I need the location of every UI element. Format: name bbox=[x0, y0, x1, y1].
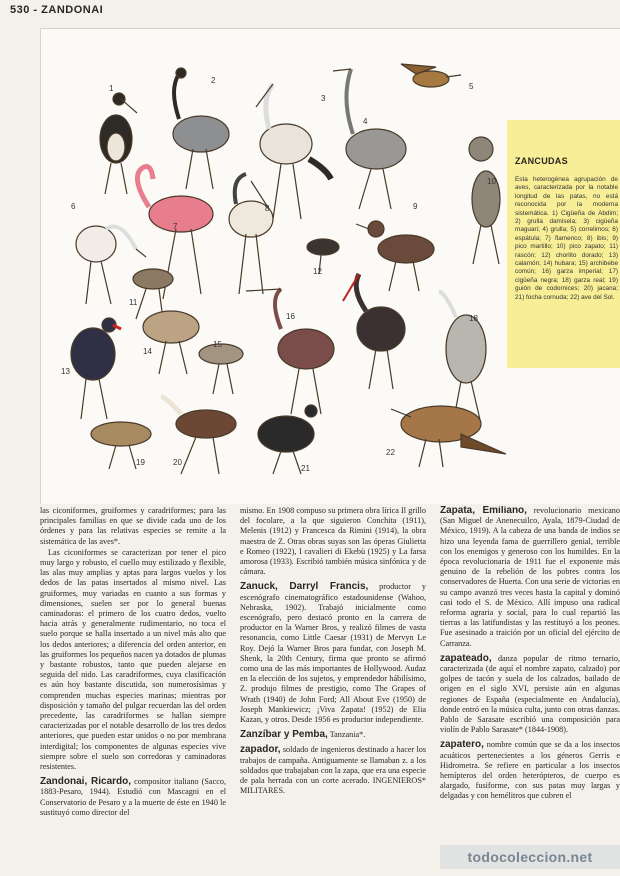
entry-zapatero bbox=[440, 740, 620, 801]
bird-number: 19 bbox=[136, 458, 145, 467]
text-column-3 bbox=[440, 506, 620, 866]
entry-headword: zapateado, bbox=[440, 652, 492, 664]
watermark: todocoleccion.net bbox=[440, 845, 620, 869]
bird-number: 15 bbox=[213, 340, 222, 349]
paragraph: Las ciconiformes se caracterizan por tener el pico muy largo y robusto, el cuello muy estilizado y flexible, las alas muy amplias y aptas para largos vuelos y los dedos de las patas insertados al mismo nivel. Las gruiformes, muy variadas en cuanto a sus formas y dimensiones, suelen ser por lo general buenas caminadoras: el primero de los cuatro dedos, vuelto hacia atrás y generalmente rudimentario, no toca el suelo porque se halla insertado a un nivel más alto que los dedos anteriores; a diferencia del orden anterior, en las gruiformes los pequeños nacen ya dotados de plumas y bastante robustos, tanto que pueden alejarse en seguida del nido. Las caradriformes, cuya clasificación es aún hoy bastante discutida, son numerosísimas y comprenden muchas especies marinas; mientras por disposición y tamaño del pulgar recuerdan las del orden precedente, las caradriformes se hallan siempre caracterizadas por el notable desarrollo de los tres dedos anteriores, que pueden estar unidos o no por membrana interdigital; los componentes de algunas especies vive siempre sobre el suelo son corredoras y caminadoras resistentes. bbox=[40, 547, 226, 772]
entry-headword: zapador, bbox=[240, 744, 281, 756]
bird-number: 7 bbox=[173, 222, 178, 231]
bird-number: 2 bbox=[211, 76, 216, 85]
entry-text: danza popular de ritmo ternario, caracterizada (de aquí el nombre zapato, calzado) por golpes de tacón y suela de los calzados, bailado de origen en el siglo XVI, persiste aún en algunas regiones de España (especialmente en Andalucía), donde entró en la música culta, junto con otras danzas. Pablo de Sarasate escribió una composición para violín de Pablo Sarasate* (1844-1908). bbox=[440, 653, 620, 735]
entry-headword: Zandonai, Ricardo, bbox=[40, 776, 132, 788]
running-head: ZANDONAI bbox=[41, 4, 104, 16]
bird-number: 5 bbox=[469, 82, 474, 91]
bird-number: 18 bbox=[469, 314, 478, 323]
entry-zanuck bbox=[240, 582, 426, 725]
bird-number: 9 bbox=[413, 202, 418, 211]
entry-headword: zapatero, bbox=[440, 739, 484, 751]
bird-number: 3 bbox=[321, 94, 326, 103]
caption-title: ZANCUDAS bbox=[515, 156, 568, 166]
entry-text: soldado de ingenieros destinado a hacer los trabajos de campaña. Antiguamente se llamaban z. a los soldados que trabajaban con la zapa, que era una especie de pala herrada con un corte acerado. INGENIEROS* MILITARES. bbox=[240, 745, 426, 796]
bird-number: 21 bbox=[301, 464, 310, 473]
bird-number: 4 bbox=[363, 117, 368, 126]
caption-box bbox=[507, 120, 620, 368]
paragraph: las ciconiformes, gruiformes y caradriformes; para las principales familias en que se divide cada uno de los órdenes y para las relativas especies se remite a la sistemática de las aves*. bbox=[40, 506, 226, 546]
entry-headword: Zanzíbar y Pemba, bbox=[240, 729, 328, 741]
text-column-2 bbox=[240, 506, 426, 866]
entry-text: revolucionario mexicano (San Miguel de Anenecuilco, Ayala, 1879-Ciudad de México, 1919). A la cabeza de una banda de indios se hizo una leyenda fama de guerrillero genial, terrible con los enemigos y generoso con los humildes. En la época revolucionaria de 1911 fue el exponente más genuino de la rebelión de los pobres contra los conservadores de Huerta. Con una serie de victorias en su campo avanzó tres veces hasta la capital y dominó casi todo el S. de México. Allí impuso una radical reforma agraria y social, para lo cual repartió las tierras a las latifundistas y las restituyó a los peones. Fue asesinado a traición por un oficial del ejército de Carranza. bbox=[440, 506, 620, 648]
page-header bbox=[10, 4, 103, 16]
entry-text: compositor italiano (Sacco, 1883-Pesaro, 1944). Estudió con Mascagni en el Conservatorio de Pesaro y a la muerte de éste en 1940 le sustituyó como director del bbox=[40, 777, 226, 817]
entry-zapateado bbox=[440, 654, 620, 736]
entry-text: nombre común que se da a los insectos acuáticos pertenecientes a los géneros Gerris e Hidrometra. Se refiere en particular a los insectos hemípteros del orden heterópteros, de cuerpo es alargado, fusiforme, con sus patas muy largas y delgadas y con hemélitros que cubren el bbox=[440, 740, 620, 801]
entry-zandonai bbox=[40, 777, 226, 818]
header-separator: - bbox=[33, 4, 38, 16]
bird-number: 10 bbox=[487, 177, 496, 186]
entry-text: productor y escenógrafo cinematográfico estadounidense (Wahoo, Nebraska, 1902). Trabajó inicialmente como escenógrafo, pero destacó pronto en la carrera de productor en la Warner Bros, y realizó filmes de vasta resonancia, como Little Caesar (1931) de Mervyn Le Roy. Dejó la Warner Bros para fundar, con Joseph M. Shenk, la 20th Century, firma que pronto se afirmó como una de las más importantes de Hollywood. Audaz en la elección de los sujetos, y emprendedor hábilísimo, Z. produjo filmes de prestigio, como The Grapes of Wrath (1940) de John Ford; All About Eve (1950) de Joseph Mankiewicz; ¡Viva Zapata! (1952) de Elia Kazan, y otros. Desde 1956 es productor independiente. bbox=[240, 582, 426, 725]
entry-text: Tanzania*. bbox=[329, 730, 366, 740]
bird-number: 16 bbox=[286, 312, 295, 321]
bird-number: 14 bbox=[143, 347, 152, 356]
bird-number: 20 bbox=[173, 458, 182, 467]
bird-number: 1 bbox=[109, 84, 114, 93]
bird-number: 8 bbox=[265, 204, 270, 213]
bird-number: 22 bbox=[386, 448, 395, 457]
paragraph: mismo. En 1908 compuso su primera obra lírica Il grillo del focolare, a la que siguieron Conchita (1911), Melenis (1912) y Francesca da Rimini (1914), la obra maestra de Z. Otras obras suyas son las óperas Giulietta e Romeo (1922), I cavalieri di Ekebù (1925) y La farsa amorosa (1933). Escribió también música sinfónica y de cámara. bbox=[240, 506, 426, 577]
entry-headword: Zapata, Emiliano, bbox=[440, 506, 527, 516]
bird-number: 11 bbox=[129, 298, 138, 307]
bird-number: 6 bbox=[71, 202, 76, 211]
bird-number: 12 bbox=[313, 267, 322, 276]
bird-drawings bbox=[71, 64, 506, 474]
entry-zanzibar bbox=[240, 730, 426, 740]
page-number: 530 bbox=[10, 4, 30, 16]
bird-number: 13 bbox=[61, 367, 70, 376]
caption-text: Esta heterogénea agrupación de aves, caracterizada por la notable longitud de las patas, no está reconocida por la moderna sistemática. 1) Cigüeña de Abdim; 2) grulla damisela; 3) cigüeña maguari; 4) grulla; 5) correlimos; 6) espátula; 7) flamenco; 8) ibis; 9) pico martillo; 10) pico zapato; 11) rascón; 12) chorlito dorado; 13) calamón; 14) hubara; 15) archibebe común; 16) garza imperial; 17) cigüeña negra; 18) garza real; 19) guión de codornices; 20) jacana; 21) focha cornuda; 22) ave del Sol. bbox=[515, 176, 618, 301]
entry-zapata bbox=[440, 506, 620, 649]
text-column-1 bbox=[40, 506, 226, 866]
entry-headword: Zanuck, Darryl Francis, bbox=[240, 581, 369, 593]
entry-zapador bbox=[240, 745, 426, 796]
bird-number: 17 bbox=[363, 332, 372, 341]
